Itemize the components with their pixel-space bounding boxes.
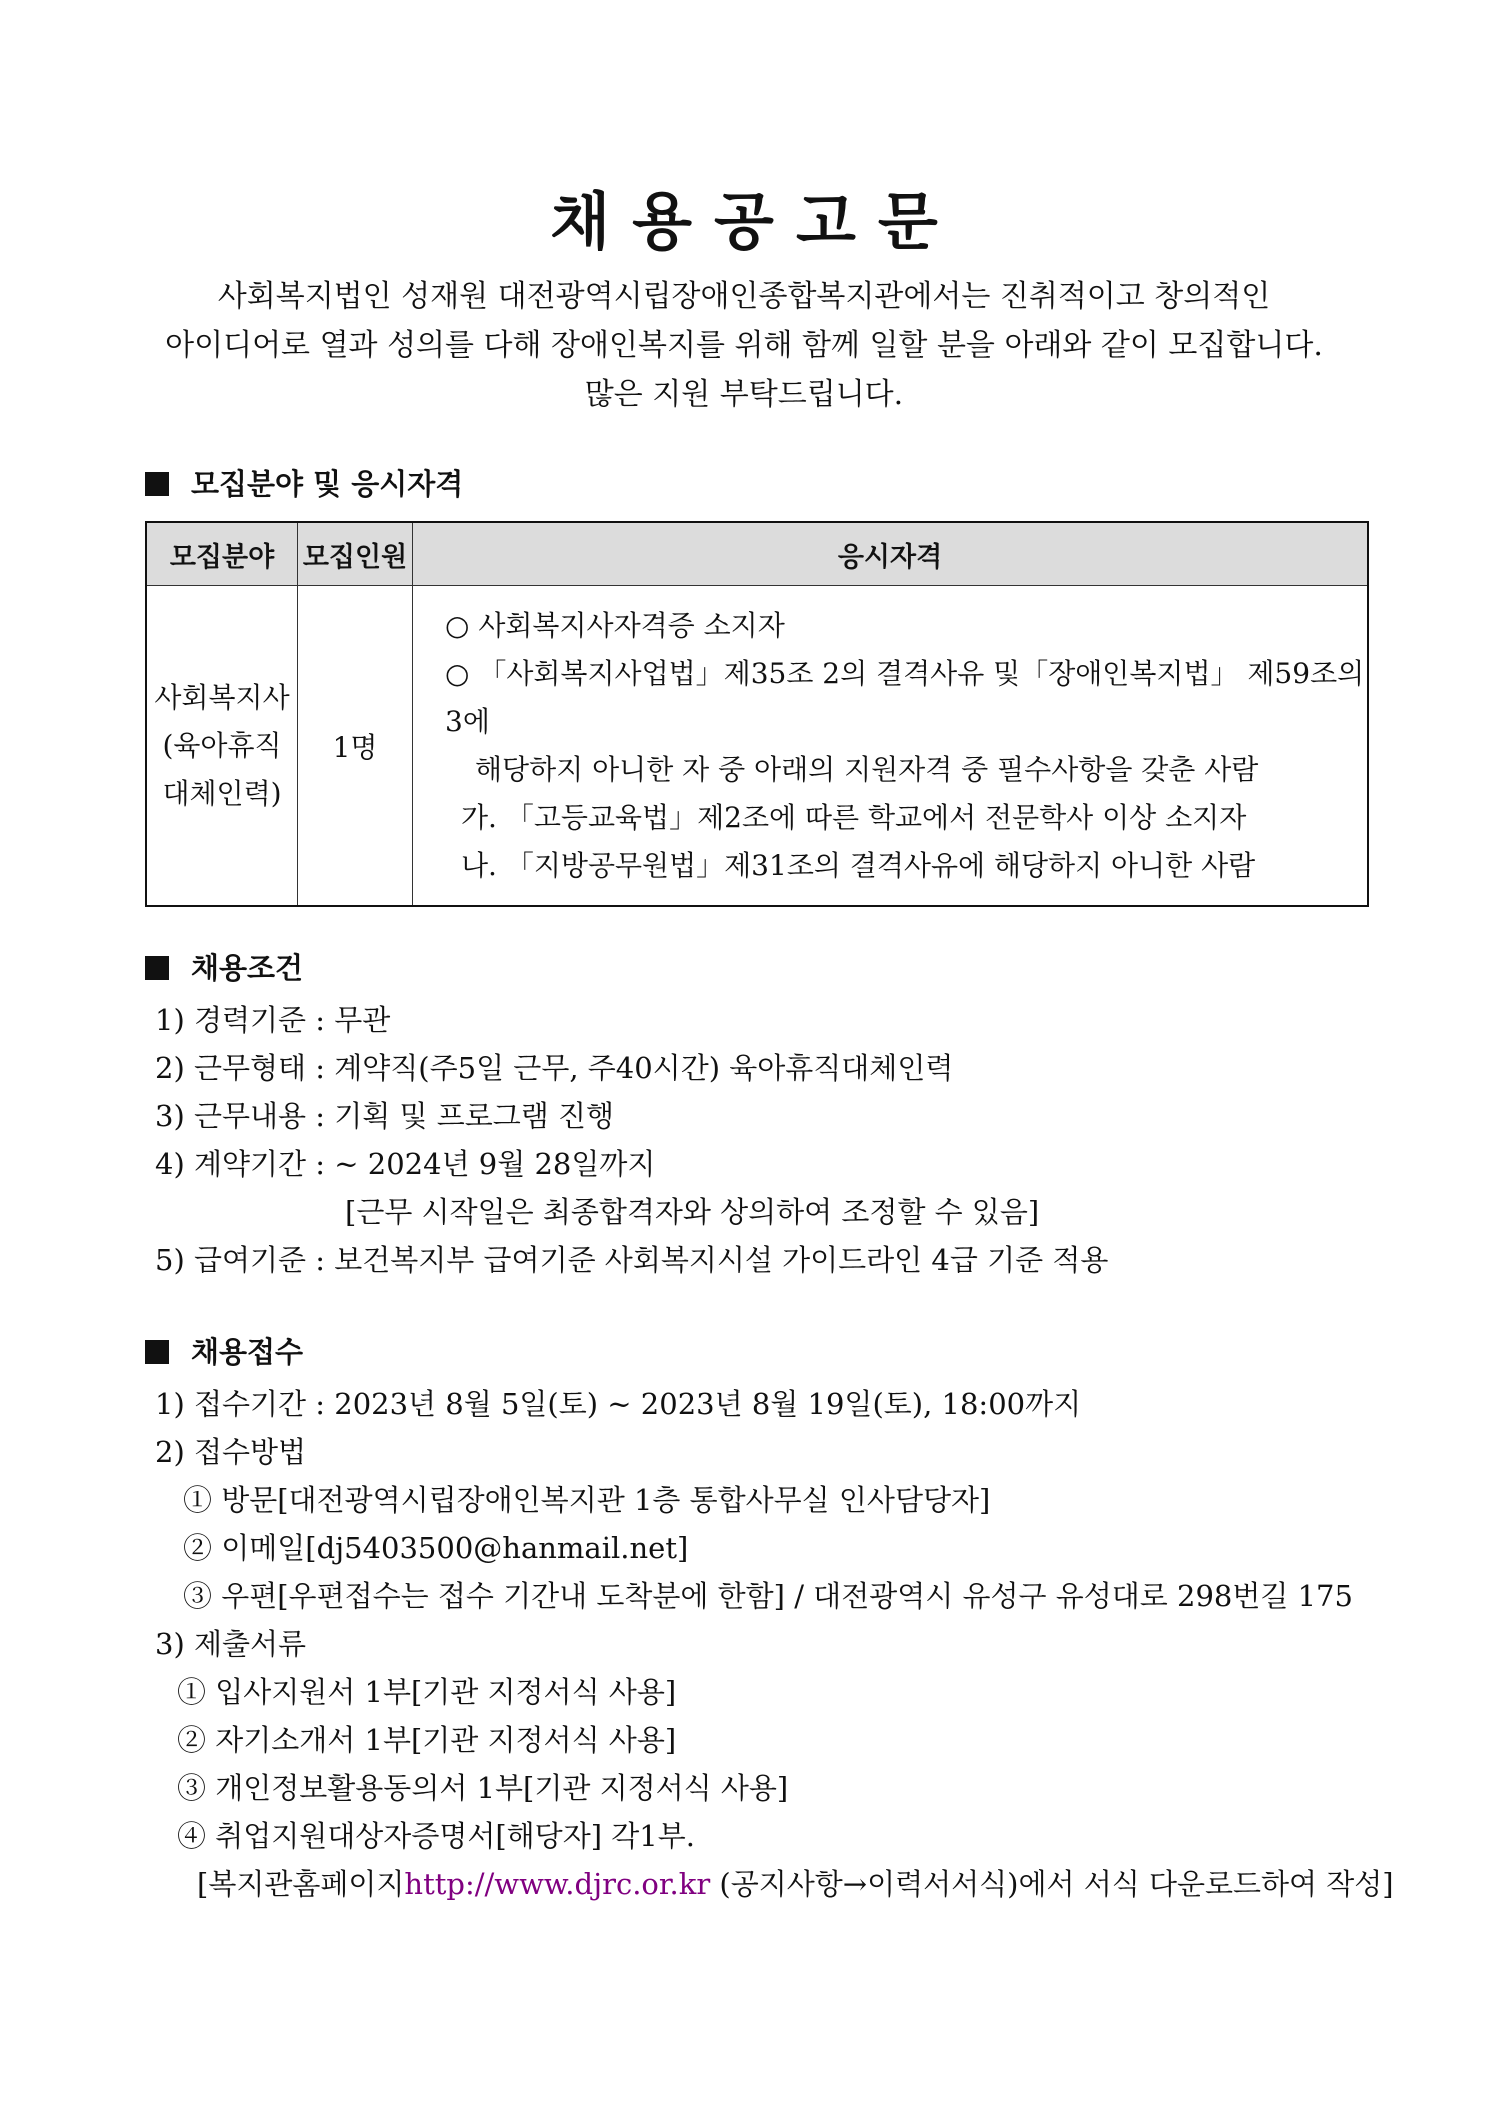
qualification-item: 해당하지 아니한 자 중 아래의 지원자격 중 필수사항을 갖춘 사람 [475, 752, 1259, 786]
section-heading-recruit [145, 462, 463, 503]
square-bullet-icon [145, 472, 169, 496]
list-item: 3) 제출서류 [155, 1627, 307, 1661]
count-cell: 1명 [298, 586, 413, 907]
intro-line: 많은 지원 부탁드립니다. [584, 377, 904, 412]
list-item: 2) 접수방법 [155, 1435, 307, 1469]
table-row [146, 586, 1368, 907]
download-prefix: [복지관홈페이지 [197, 1867, 405, 1901]
qualification-item: ○ 「사회복지사업법」제35조 2의 결격사유 및「장애인복지법」 제59조의3에 [445, 656, 1365, 738]
field-line: (육아휴직 [162, 728, 282, 762]
qualification-subitem: 가. 「고등교육법」제2조에 따른 학교에서 전문학사 이상 소지자 [461, 800, 1247, 834]
square-bullet-icon [145, 956, 169, 980]
list-subitem: ② 자기소개서 1부[기관 지정서식 사용] [177, 1723, 677, 1757]
list-subitem: ③ 우편[우편접수는 접수 기간내 도착분에 한함] / 대전광역시 유성구 유성대로 298번길 175 [183, 1579, 1353, 1613]
table-header-row [146, 522, 1368, 586]
page-title: 채용공고문 [550, 185, 960, 258]
list-item: 1) 경력기준 : 무관 [155, 1003, 391, 1037]
list-subitem: ② 이메일[dj5403500@hanmail.net] [183, 1531, 689, 1565]
application-list [155, 1380, 1394, 1908]
qualification-cell [413, 586, 1369, 907]
list-subitem: ③ 개인정보활용동의서 1부[기관 지정서식 사용] [177, 1771, 789, 1805]
qualification-subitem: 나. 「지방공무원법」제31조의 결격사유에 해당하지 아니한 사람 [461, 848, 1256, 882]
intro-paragraph [100, 272, 1388, 419]
header-qualification: 응시자격 [413, 522, 1369, 586]
section-heading-text: 채용접수 [191, 1335, 304, 1369]
list-item-note: [근무 시작일은 최종합격자와 상의하여 조정할 수 있음] [345, 1195, 1040, 1229]
recruit-table [145, 521, 1369, 907]
qualification-item: ○ 사회복지사자격증 소지자 [445, 608, 785, 642]
list-subitem: ① 방문[대전광역시립장애인복지관 1층 통합사무실 인사담당자] [183, 1483, 991, 1517]
section-heading-text: 모집분야 및 응시자격 [191, 467, 464, 501]
list-subitem: ④ 취업지원대상자증명서[해당자] 각1부. [177, 1819, 695, 1853]
square-bullet-icon [145, 1340, 169, 1364]
field-cell [146, 586, 298, 907]
field-line: 대체인력) [162, 776, 282, 810]
intro-line: 아이디어로 열과 성의를 다해 장애인복지를 위해 함께 일할 분을 아래와 같이 모집합니다. [165, 328, 1323, 363]
list-subitem: ① 입사지원서 1부[기관 지정서식 사용] [177, 1675, 677, 1709]
intro-line: 사회복지법인 성재원 대전광역시립장애인종합복지관에서는 진취적이고 창의적인 [217, 279, 1271, 314]
section-heading-text: 채용조건 [191, 951, 304, 985]
section-heading-application [145, 1330, 303, 1371]
list-item: 4) 계약기간 : ~ 2024년 9월 28일까지 [155, 1147, 656, 1181]
list-item: 3) 근무내용 : 기획 및 프로그램 진행 [155, 1099, 615, 1133]
header-count: 모집인원 [298, 522, 413, 586]
section-heading-conditions [145, 946, 303, 987]
field-line: 사회복지사 [154, 680, 290, 714]
list-item: 1) 접수기간 : 2023년 8월 5일(토) ~ 2023년 8월 19일(토), 18:00까지 [155, 1387, 1082, 1421]
download-suffix: (공지사항→이력서서식)에서 서식 다운로드하여 작성] [710, 1867, 1394, 1901]
header-field: 모집분야 [146, 522, 298, 586]
list-item: 5) 급여기준 : 보건복지부 급여기준 사회복지시설 가이드라인 4급 기준 적용 [155, 1243, 1109, 1277]
download-note [155, 1860, 1394, 1908]
list-item: 2) 근무형태 : 계약직(주5일 근무, 주40시간) 육아휴직대체인력 [155, 1051, 954, 1085]
conditions-list [155, 996, 1108, 1284]
homepage-link[interactable]: http://www.djrc.or.kr [404, 1867, 711, 1901]
